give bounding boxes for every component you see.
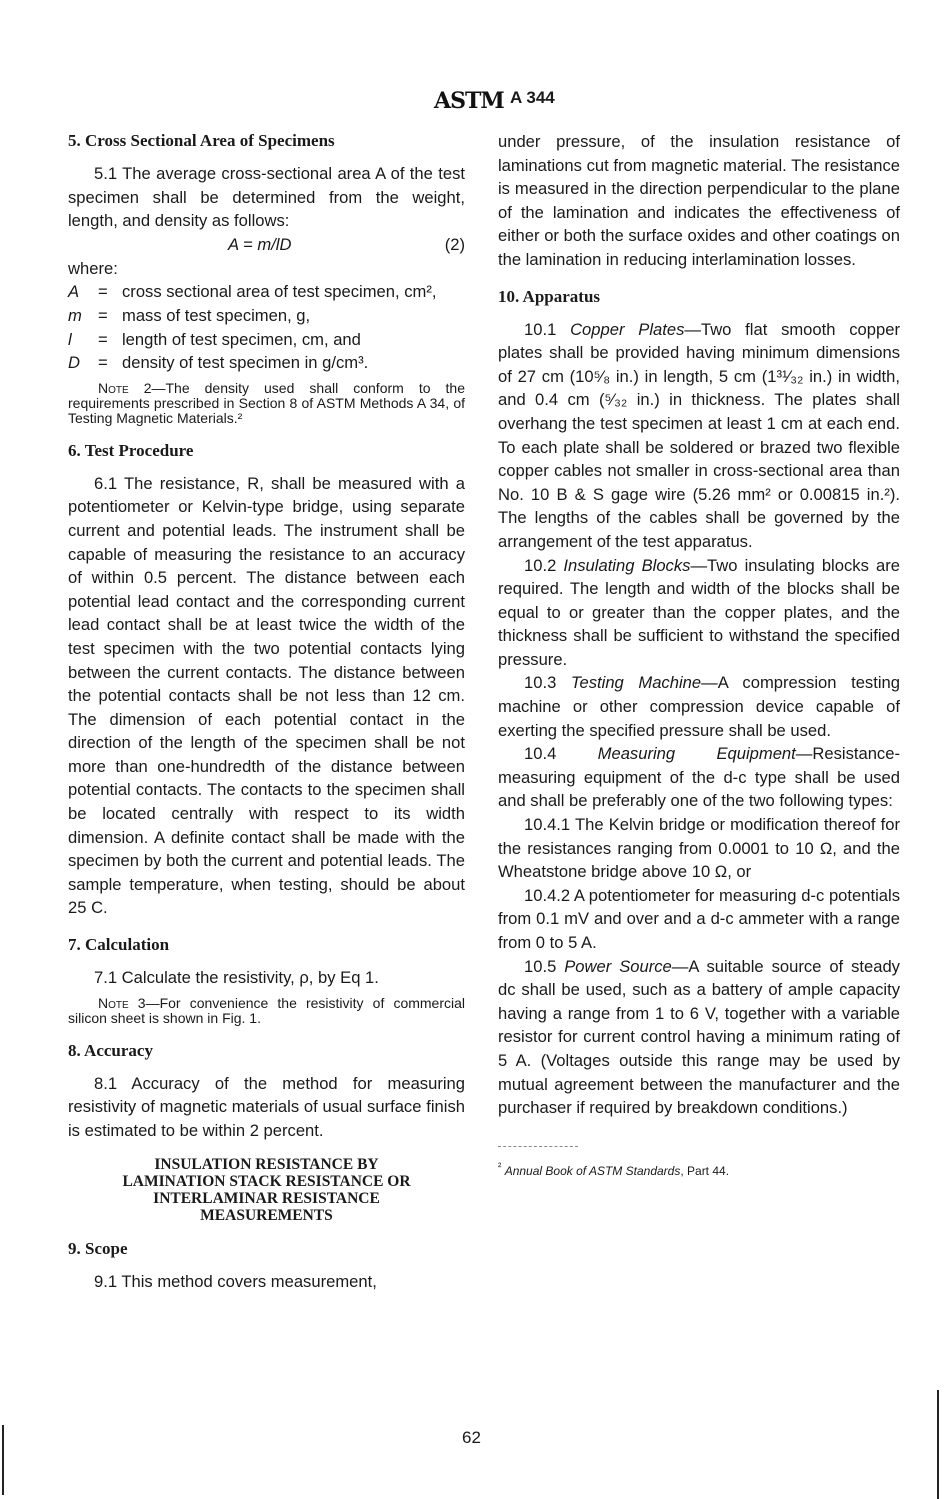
scan-edge-right	[937, 1390, 939, 1499]
section-5-heading: 5. Cross Sectional Area of Specimens	[68, 131, 335, 150]
definition-equals: =	[98, 282, 108, 302]
definition-equals: =	[98, 353, 108, 373]
clause-text: —Two insulating blocks are required. The length and width of the blocks shall be equal to or greater than the copper plates, and the thickness shall be sufficient to withstand the specified pressure.	[498, 555, 900, 669]
section-9-1-continued: under pressure, of the insulation resistance of laminations cut from magnetic material. The resistance is measured in the direction perpendicular to the plane of the lamination and indicates the effectiveness of either or both the surface oxides and other coatings on the lamination in reducing interlamination losses.	[498, 132, 900, 269]
clause-number: 10.2	[524, 555, 557, 575]
page-header	[0, 86, 950, 116]
definition-row	[68, 328, 465, 352]
definition-text: cross sectional area of test specimen, cm²,	[122, 282, 437, 302]
section-10-4	[498, 742, 900, 813]
clause-title: Testing Machine	[570, 673, 702, 693]
section-10-3	[498, 671, 900, 742]
note-text: —For convenience the resistivity of commercial silicon sheet is shown in Fig. 1.	[68, 994, 466, 1026]
footnote-text: , Part 44.	[680, 1163, 730, 1178]
clause-title: Copper Plates	[570, 319, 685, 339]
section-7-heading: 7. Calculation	[68, 935, 170, 955]
clause-title: Insulating Blocks	[563, 555, 691, 575]
note-label: Note 3	[98, 994, 146, 1011]
clause-number: 10.5	[524, 956, 557, 976]
subheading-line: MEASUREMENTS	[200, 1207, 333, 1225]
section-10-4-2: 10.4.2 A potentiometer for measuring d-c potentials from 0.1 mV and over and a d-c ammeter with a range from 0 to 5 A.	[498, 885, 900, 952]
definition-symbol: l	[68, 329, 72, 349]
definition-equals: =	[98, 305, 108, 325]
part-subheading	[68, 1156, 465, 1224]
standard-number: A 344	[510, 88, 555, 107]
clause-number: 10.4	[524, 744, 557, 764]
definition-row	[68, 280, 465, 304]
definition-row	[68, 351, 465, 375]
scan-edge-left	[2, 1425, 4, 1495]
footnote-divider	[498, 1146, 578, 1147]
section-9-heading: 9. Scope	[68, 1239, 128, 1259]
clause-number: 10.1	[524, 319, 557, 339]
subheading-line: LAMINATION STACK RESISTANCE OR	[122, 1173, 411, 1191]
section-9-1-text: 9.1 This method covers measurement,	[94, 1272, 377, 1292]
definition-row	[68, 304, 465, 328]
footnote-2	[498, 1161, 900, 1178]
definition-symbol: A	[68, 282, 80, 302]
definition-text: mass of test specimen, g,	[122, 305, 311, 325]
right-column	[498, 130, 900, 1178]
note-3	[68, 996, 465, 1026]
section-6-heading: 6. Test Procedure	[68, 440, 194, 460]
definition-symbol: D	[68, 353, 80, 373]
equation-expression: A = m/lD	[228, 234, 292, 254]
subheading-line: INTERLAMINAR RESISTANCE	[153, 1190, 380, 1208]
note-2	[68, 381, 465, 426]
where-label: where:	[68, 258, 118, 278]
astm-logo-icon	[432, 86, 504, 114]
subheading-line: INSULATION RESISTANCE BY	[154, 1156, 379, 1174]
clause-text: —A compression testing machine or other compression device capable of exerting the specified pressure shall be used.	[498, 673, 900, 740]
definition-equals: =	[98, 329, 108, 349]
definition-text: density of test specimen in g/cm³.	[122, 353, 369, 373]
left-column	[68, 130, 465, 1294]
clause-number: 10.3	[524, 673, 557, 693]
section-10-heading: 10. Apparatus	[498, 286, 601, 306]
clause-text: —Resistance-measuring equipment of the d-c type shall be used and shall be preferably one of the two following types:	[498, 744, 900, 811]
section-6-1-text: 6.1 The resistance, R, shall be measured with a potentiometer or Kelvin-type bridge, using separate current and potential leads. The instrument shall be capable of measuring the resistance to an accuracy of within 0.5 percent. The distance between each potential lead contact and the corresponding current lead contact shall be at least twice the width of the test specimen with the two potential contacts lying between the current contacts. The distance between the potential contacts shall be not less than 12 cm. The dimension of each potential contact in the direction of the length of the specimen shall be not more than one-hundredth of the distance between potential contacts. The contacts to the specimen shall be located centrally with respect to its width dimension. A definite contact shall be made with the specimen by both the current and potential leads. The sample temperature, when testing, should be about 25 C.	[68, 473, 465, 918]
section-10-2	[498, 554, 900, 672]
section-8-heading: 8. Accuracy	[68, 1040, 153, 1060]
footnote-title: Annual Book of ASTM Standards	[504, 1163, 681, 1178]
clause-title: Power Source	[564, 956, 672, 976]
clause-text: —A suitable source of steady dc shall be used, such as a battery of ample capacity having a range from 1 to 6 V, together with a variable resistor for current control having a minimum rating of 5 A. (Voltages outside this range may be used by mutual agreement between the manufacturer and the purchaser if required by breakdown conditions.)	[498, 956, 900, 1118]
equation-number: (2)	[444, 234, 465, 254]
section-10-1	[498, 318, 900, 554]
equation-2	[68, 233, 465, 257]
footnote-marker: ²	[498, 1161, 502, 1173]
page-number: 62	[462, 1428, 481, 1447]
section-10-4-1: 10.4.1 The Kelvin bridge or modification thereof for the resistances ranging from 0.0001 to 10 Ω, and the Wheatstone bridge above 10 Ω, or	[498, 815, 900, 882]
section-5-1-text: 5.1 The average cross-sectional area A of the test specimen shall be determined from the weight, length, and density as follows:	[68, 164, 465, 231]
clause-text: —Two flat smooth copper plates shall be provided having minimum dimensions of 27 cm (10⁵⁄₈ in.) in length, 5 cm (1³¹⁄₃₂ in.) in width, and 0.4 cm (⁵⁄₃₂ in.) in thickness. The plates shall overhang the test specimen at least 1 cm at each end. To each plate shall be soldered or brazed two flexible copper cables not smaller in cross-sectional area than No. 10 B & S gage wire (5.26 mm² or 0.00815 in.²). The lengths of the cables shall be governed by the arrangement of the test apparatus.	[498, 319, 900, 551]
definition-text: length of test specimen, cm, and	[122, 329, 361, 349]
clause-title: Measuring Equipment	[597, 744, 796, 764]
note-text: —The density used shall conform to the requirements prescribed in Section 8 of ASTM Methods A 34, of Testing Magnetic Materials.²	[68, 379, 465, 426]
variable-definitions	[68, 280, 465, 374]
definition-symbol: m	[68, 305, 82, 325]
section-8-1-text: 8.1 Accuracy of the method for measuring resistivity of magnetic materials of usual surface finish is estimated to be within 2 percent.	[68, 1073, 465, 1140]
section-7-1-text: 7.1 Calculate the resistivity, ρ, by Eq 1.	[94, 968, 379, 988]
section-10-5	[498, 955, 900, 1120]
note-label: Note 2	[98, 379, 152, 396]
svg-text:ASTM: ASTM	[434, 88, 504, 114]
